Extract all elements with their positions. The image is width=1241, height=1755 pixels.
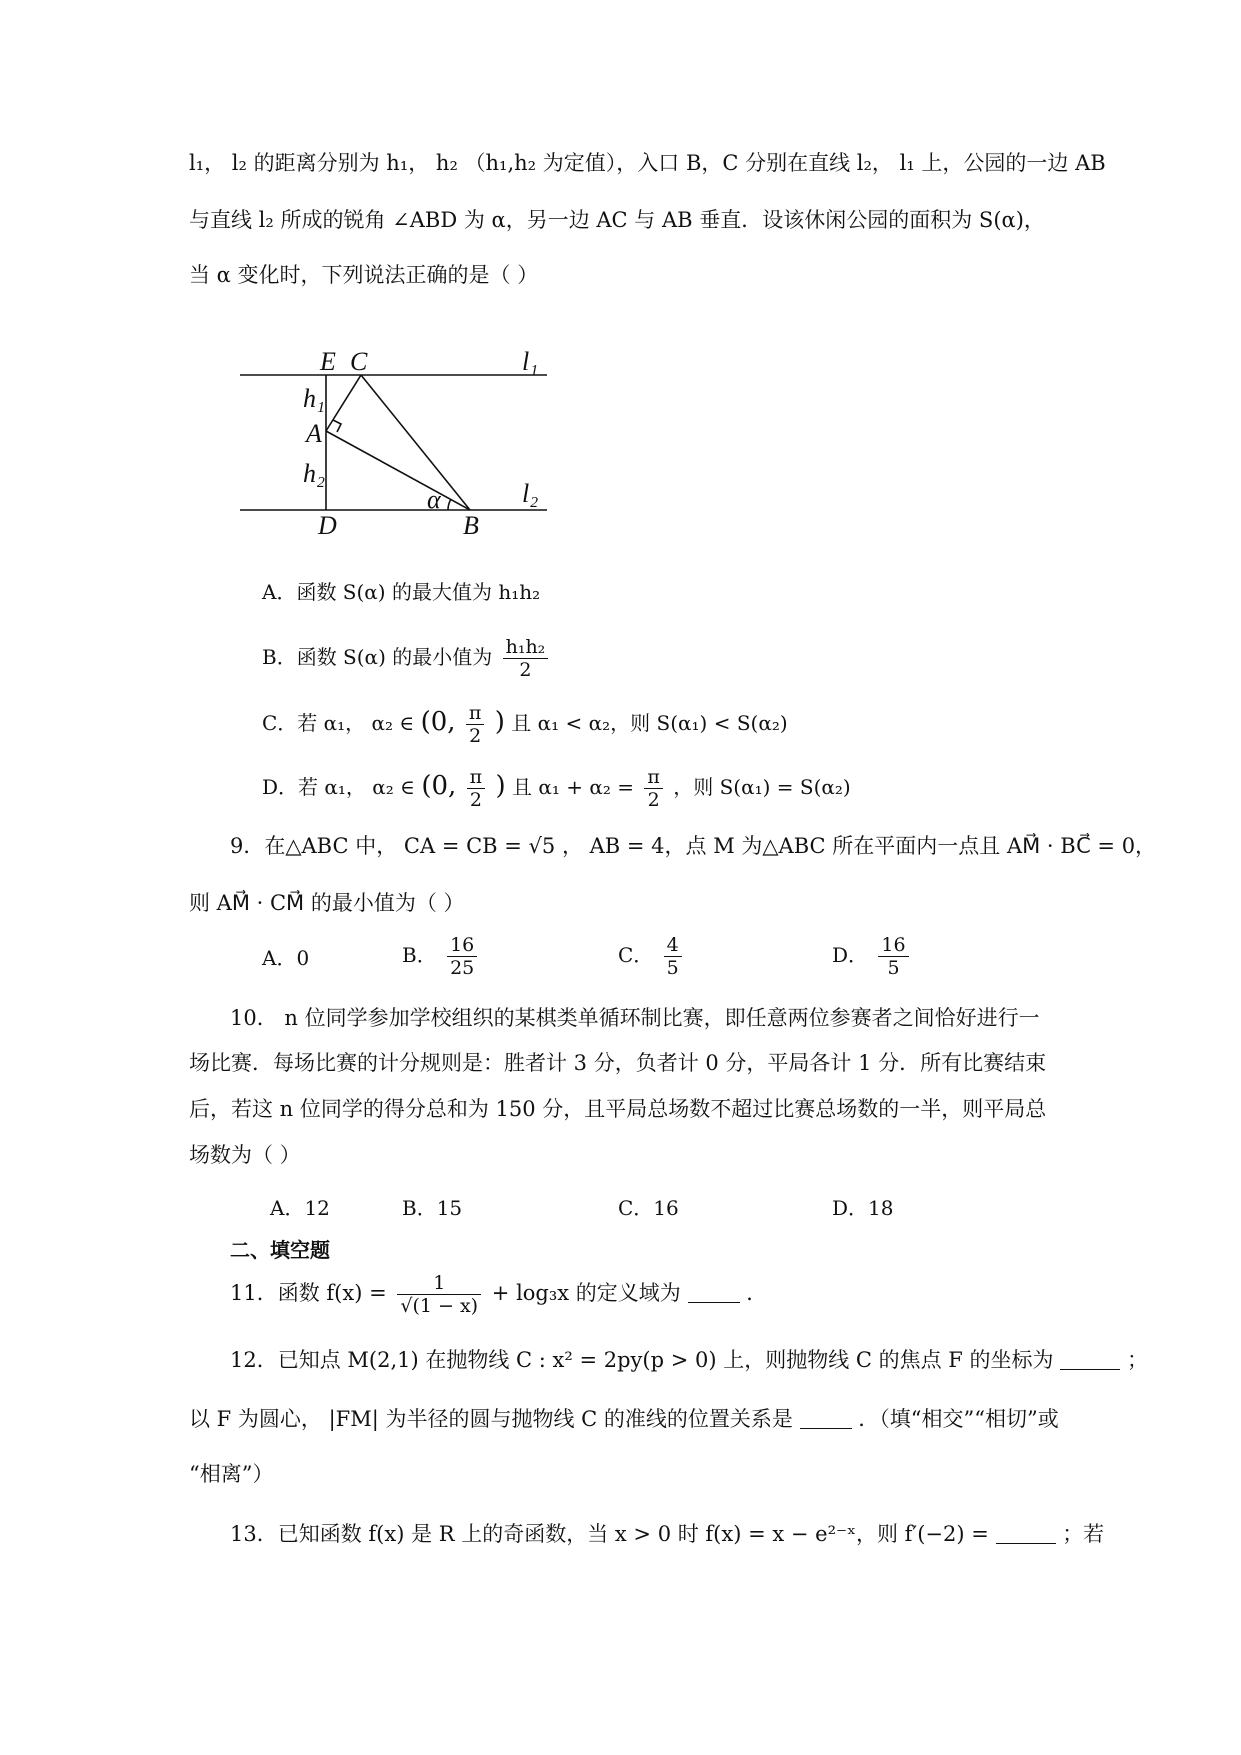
q13-text: 13．已知函数 f(x) 是 R 上的奇函数，当 x > 0 时 f(x) = x − e²⁻ˣ，则 f′(−2) = (230, 1522, 989, 1546)
q8-option-b-fraction (503, 636, 549, 681)
fraction-numerator: π (466, 702, 485, 725)
q9-option-d-label: D． (832, 943, 869, 967)
q8-option-d-mid: 且 α₁ + α₂ = (512, 775, 635, 799)
fraction-numerator: 1 (397, 1272, 481, 1295)
q11-end: ． (746, 1281, 768, 1305)
fraction-denominator: 2 (469, 725, 482, 747)
q8-option-b (262, 636, 552, 681)
right-angle-mark (333, 420, 341, 432)
q10-line-4: 场数为（ ） (189, 1143, 301, 1167)
fraction-denominator: 2 (647, 789, 660, 811)
fraction-numerator: π (644, 766, 663, 789)
intro-line-3: 当 α 变化时，下列说法正确的是（ ） (189, 263, 539, 287)
q11 (230, 1272, 767, 1317)
fraction-denominator: 2 (469, 789, 482, 811)
label-C: C (350, 347, 368, 376)
answer-blank (996, 1523, 1056, 1544)
segment-CB (361, 375, 470, 510)
label-E: E (320, 347, 336, 376)
fraction-numerator: 4 (664, 934, 682, 957)
q12-line-2 (189, 1404, 1059, 1434)
answer-blank (1060, 1349, 1120, 1370)
q8-option-c-pre: C．若 α₁， α₂ ∈ (262, 711, 415, 735)
fraction-numerator: 16 (447, 934, 477, 957)
fraction-denominator: 5 (887, 957, 900, 979)
fraction-numerator: h₁h₂ (503, 636, 549, 659)
q12-line-1-text: 12．已知点 M(2,1) 在抛物线 C : x² = 2py(p > 0) 上，则抛物线 C 的焦点 F 的坐标为 (230, 1348, 1054, 1372)
segment-AB (326, 431, 470, 510)
q10-option-b: B．15 (402, 1196, 463, 1220)
q9-option-d-fraction (878, 934, 908, 979)
q8-option-b-text: B．函数 S(α) 的最小值为 (262, 645, 493, 669)
q12-line-1 (230, 1345, 1148, 1375)
q9-option-b-fraction (447, 934, 477, 979)
answer-blank (800, 1408, 852, 1429)
label-B: B (463, 511, 479, 540)
q9-option-c (618, 934, 686, 979)
q12-line-2-text: 以 F 为圆心， |FM| 为半径的圆与抛物线 C 的准线的位置关系是 (189, 1407, 793, 1431)
fraction-denominator: 25 (450, 957, 475, 979)
q12-line-1-end: ； (1126, 1348, 1148, 1372)
label-l2: l₂ (522, 479, 539, 508)
label-D: D (318, 511, 337, 540)
q10-option-a: A．12 (270, 1196, 330, 1220)
q8-option-c-post: 且 α₁ < α₂，则 S(α₁) < S(α₂) (511, 711, 788, 735)
q8-option-d-interval-left: (0, (421, 771, 457, 801)
q8-option-d-pre: D．若 α₁， α₂ ∈ (262, 775, 415, 799)
q11-fraction (397, 1272, 481, 1317)
fraction-denominator: 2 (519, 659, 532, 681)
q9-option-c-fraction (664, 934, 682, 979)
q11-pre: 11．函数 f(x) = (230, 1281, 387, 1305)
q13-end: ；若 (1062, 1522, 1105, 1546)
q9-option-d (832, 934, 913, 979)
fraction-numerator: 16 (878, 934, 908, 957)
q9-line-1: 9．在△ABC 中， CA = CB = √5 ， AB = 4，点 M 为△ABC 所在平面内一点且 AM⃗ · BC⃗ = 0， (230, 834, 1157, 858)
q9-option-c-label: C． (618, 943, 654, 967)
geometry-figure (0, 0, 1241, 560)
q10-option-d: D．18 (832, 1196, 894, 1220)
label-h2: h₂ (303, 459, 326, 488)
q10-line-3: 后，若这 n 位同学的得分总和为 150 分，且平局总场数不超过比赛总场数的一半，则平局总 (189, 1097, 1047, 1121)
q10-option-c: C．16 (618, 1196, 679, 1220)
q8-option-d-interval-right: ) (495, 771, 506, 801)
angle-alpha-arc (448, 499, 451, 510)
q8-option-a: A．函数 S(α) 的最大值为 h₁h₂ (262, 580, 541, 604)
q13-line-1 (230, 1519, 1105, 1549)
q9-option-a: A．0 (262, 946, 310, 970)
label-alpha: α (427, 485, 441, 514)
answer-blank (688, 1282, 740, 1303)
q11-post: + log₃x 的定义域为 (491, 1281, 681, 1305)
q9-line-2: 则 AM⃗ · CM⃗ 的最小值为（ ） (189, 891, 465, 915)
intro-line-1: l₁， l₂ 的距离分别为 h₁， h₂ （h₁,h₂ 为定值），入口 B，C 分别在直线 l₂， l₁ 上，公园的一边 AB (189, 151, 1106, 175)
q8-option-d-fraction-2 (644, 766, 663, 811)
q10-line-2: 场比赛．每场比赛的计分规则是：胜者计 3 分，负者计 0 分，平局各计 1 分．所有比赛结束 (189, 1051, 1047, 1075)
q8-option-d (262, 766, 851, 811)
q12-line-3: “相离”） (189, 1462, 274, 1486)
label-A: A (306, 419, 322, 448)
q8-option-c (262, 702, 788, 747)
q8-option-c-interval-left: (0, (420, 707, 456, 737)
q8-option-c-interval-right: ) (494, 707, 505, 737)
q10-line-1: 10． n 位同学参加学校组织的某棋类单循环制比赛，即任意两位参赛者之间恰好进行一 (230, 1006, 1040, 1030)
q12-line-2-end: ．（填“相交”“相切”或 (858, 1407, 1059, 1431)
q9-option-b (402, 934, 481, 979)
section-title: 二、填空题 (230, 1238, 330, 1262)
q8-option-d-fraction (467, 766, 486, 811)
q8-option-d-post: ，则 S(α₁) = S(α₂) (673, 775, 851, 799)
label-l1: l₁ (522, 347, 539, 376)
fraction-numerator: π (467, 766, 486, 789)
q9-option-b-label: B． (402, 943, 437, 967)
label-h1: h₁ (303, 384, 326, 413)
fraction-denominator: √(1 − x) (400, 1295, 479, 1317)
intro-line-2: 与直线 l₂ 所成的锐角 ∠ABD 为 α，另一边 AC 与 AB 垂直．设该休闲公园的面积为 S(α)， (189, 208, 1045, 232)
fraction-denominator: 5 (666, 957, 679, 979)
q8-option-c-fraction (466, 702, 485, 747)
segment-AC (326, 375, 361, 431)
